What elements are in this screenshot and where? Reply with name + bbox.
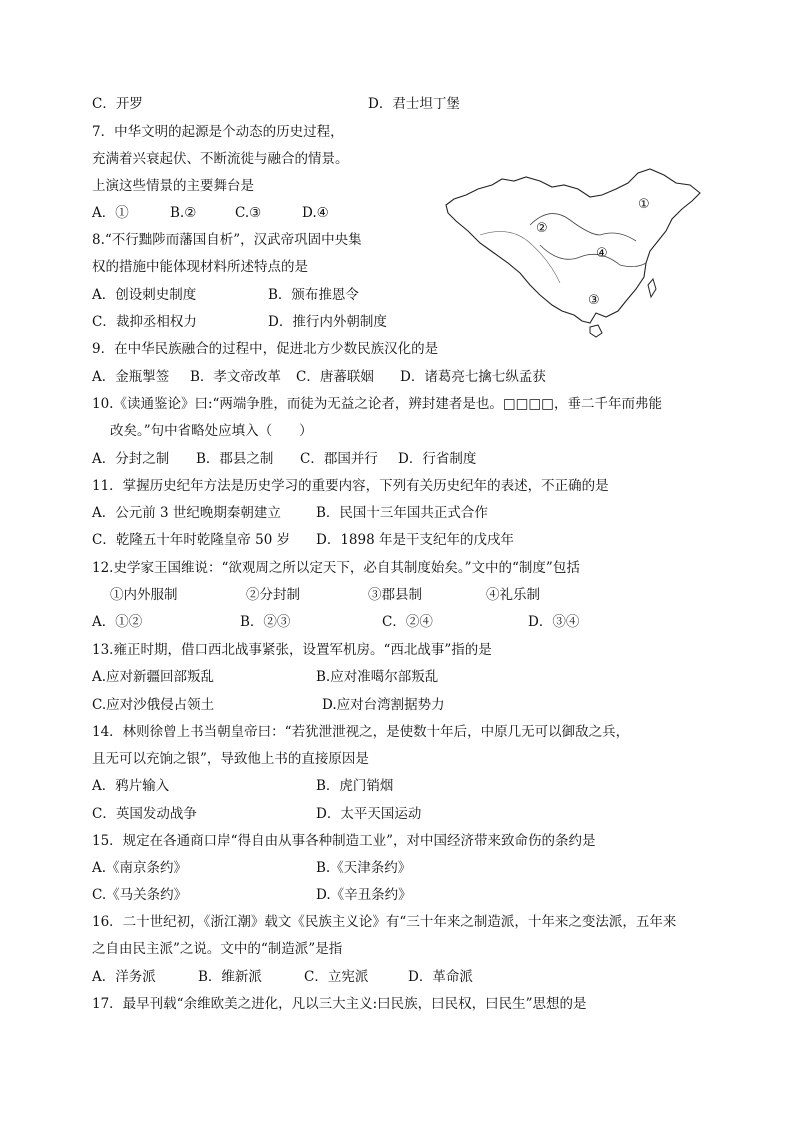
q7-stem-line3: 上演这些情景的主要舞台是 bbox=[92, 178, 254, 194]
map-label-1: ① bbox=[638, 197, 650, 212]
q16-option-b: B．维新派 bbox=[198, 969, 262, 985]
q12-option-c: C．②④ bbox=[382, 614, 433, 630]
q7-stem-line1: 7．中华文明的起源是个动态的历史过程， bbox=[92, 124, 344, 140]
q13-stem: 13.雍正时期，借口西北战事紧张，设置军机房。“西北战事”指的是 bbox=[92, 642, 492, 658]
q15-option-b: B.《天津条约》 bbox=[316, 860, 412, 876]
q13-option-b: B.应对准噶尔部叛乱 bbox=[316, 669, 439, 685]
q12-item-4: ④礼乐制 bbox=[486, 587, 540, 603]
q9-stem: 9．在中华民族融合的过程中，促进北方少数民族汉化的是 bbox=[92, 341, 439, 357]
q9-option-d: D．诸葛亮七擒七纵孟获 bbox=[400, 369, 546, 385]
q15-option-c: C.《马关条约》 bbox=[92, 887, 188, 903]
q10-option-d: D．行省制度 bbox=[398, 451, 477, 467]
q14-option-b: B．虎门销烟 bbox=[316, 778, 394, 794]
q9-option-c: C．唐蕃联姻 bbox=[296, 369, 374, 385]
q12-item-3: ③郡县制 bbox=[368, 587, 422, 603]
q11-stem: 11．掌握历史纪年方法是历史学习的重要内容，下列有关历史纪年的表述，不正确的是 bbox=[92, 478, 609, 494]
q12-item-1: ①内外服制 bbox=[110, 587, 178, 603]
q14-stem-line2: 且无可以充饷之银”，导致他上书的直接原因是 bbox=[92, 751, 369, 767]
taiwan-island bbox=[648, 279, 656, 297]
q11-option-a: A．公元前 3 世纪晚期秦朝建立 bbox=[92, 505, 281, 521]
yangtze-river bbox=[540, 245, 646, 267]
map-label-4: ④ bbox=[596, 246, 608, 261]
q11-option-b: B．民国十三年国共正式合作 bbox=[316, 505, 488, 521]
q8-option-b: B．颁布推恩令 bbox=[268, 287, 359, 303]
q8-stem-line2: 权的措施中能体现材料所述特点的是 bbox=[92, 259, 308, 275]
q6-option-c: C．开罗 bbox=[92, 96, 143, 112]
q11-option-c: C．乾隆五十年时乾隆皇帝 50 岁 bbox=[92, 532, 291, 548]
q13-option-d: D.应对台湾割据势力 bbox=[322, 697, 445, 713]
map-label-3: ③ bbox=[588, 293, 600, 308]
q16-option-d: D．革命派 bbox=[408, 969, 473, 985]
q16-option-a: A．洋务派 bbox=[92, 969, 156, 985]
q10-option-a: A．分封之制 bbox=[92, 451, 170, 467]
q16-stem-line2: 之自由民主派”之说。文中的“制造派”是指 bbox=[92, 941, 343, 957]
q15-option-d: D.《辛丑条约》 bbox=[316, 887, 412, 903]
q10-option-c: C．郡国并行 bbox=[300, 451, 378, 467]
q12-option-a: A．①② bbox=[92, 614, 143, 630]
q16-option-c: C．立宪派 bbox=[304, 969, 369, 985]
q14-option-c: C．英国发动战争 bbox=[92, 806, 197, 822]
q12-item-2: ②分封制 bbox=[246, 587, 300, 603]
q14-stem-line1: 14．林则徐曾上书当朝皇帝曰：“若犹泄泄视之，是使数十年后，中原几无可以御敌之兵， bbox=[92, 724, 630, 740]
q6-option-d: D．君士坦丁堡 bbox=[368, 96, 460, 112]
q10-stem-line2: 改矣。”句中省略处应填入（ ） bbox=[110, 423, 313, 439]
q14-option-d: D．太平天国运动 bbox=[316, 806, 422, 822]
q14-option-a: A．鸦片输入 bbox=[92, 778, 170, 794]
q15-option-a: A.《南京条约》 bbox=[92, 860, 188, 876]
q7-stem-line2: 充满着兴衰起伏、不断流徙与融合的情景。 bbox=[92, 151, 349, 167]
q9-option-b: B．孝文帝改革 bbox=[190, 369, 281, 385]
q12-stem: 12.史学家王国维说：“欲观周之所以定天下，必自其制度始矣。”文中的“制度”包括 bbox=[92, 560, 580, 576]
q7-option-a: A．① bbox=[92, 205, 129, 221]
q8-option-a: A．创设刺史制度 bbox=[92, 287, 197, 303]
q13-option-a: A.应对新疆回部叛乱 bbox=[92, 669, 215, 685]
hainan-island bbox=[590, 325, 602, 337]
q12-option-d: D．③④ bbox=[528, 614, 580, 630]
q8-option-d: D．推行内外朝制度 bbox=[268, 314, 387, 330]
china-outline bbox=[446, 169, 700, 323]
plateau-boundary bbox=[480, 231, 560, 283]
q9-option-a: A．金瓶掣签 bbox=[92, 369, 170, 385]
q12-option-b: B．②③ bbox=[240, 614, 291, 630]
q10-stem-line1: 10.《读通鉴论》曰:“两端争胜，而徒为无益之论者，辨封建者是也。□□□□，垂二千年而弗能 bbox=[92, 396, 662, 412]
q7-option-d: D.④ bbox=[302, 205, 329, 221]
q15-stem: 15．规定在各通商口岸“得自由从事各种制造工业”，对中国经济带来致命伤的条约是 bbox=[92, 833, 596, 849]
q7-option-b: B.② bbox=[170, 205, 197, 221]
q17-stem: 17．最早刊载“余维欧美之进化，凡以三大主义:曰民族，曰民权，曰民生”思想的是 bbox=[92, 996, 587, 1012]
q8-stem-line1: 8.“不行黜陟而藩国自析”，汉武帝巩固中央集 bbox=[92, 232, 362, 248]
china-map-figure bbox=[440, 165, 705, 350]
q8-option-c: C．裁抑丞相权力 bbox=[92, 314, 197, 330]
map-label-2: ② bbox=[536, 221, 548, 236]
q10-option-b: B．郡县之制 bbox=[196, 451, 274, 467]
q11-option-d: D．1898 年是干支纪年的戊戌年 bbox=[316, 532, 514, 548]
q16-stem-line1: 16．二十世纪初，《浙江潮》载文《民族主义论》有“三十年来之制造派，十年来之变法派，五年来 bbox=[92, 914, 677, 930]
q13-option-c: C.应对沙俄侵占领土 bbox=[92, 697, 215, 713]
q7-option-c: C.③ bbox=[235, 205, 262, 221]
